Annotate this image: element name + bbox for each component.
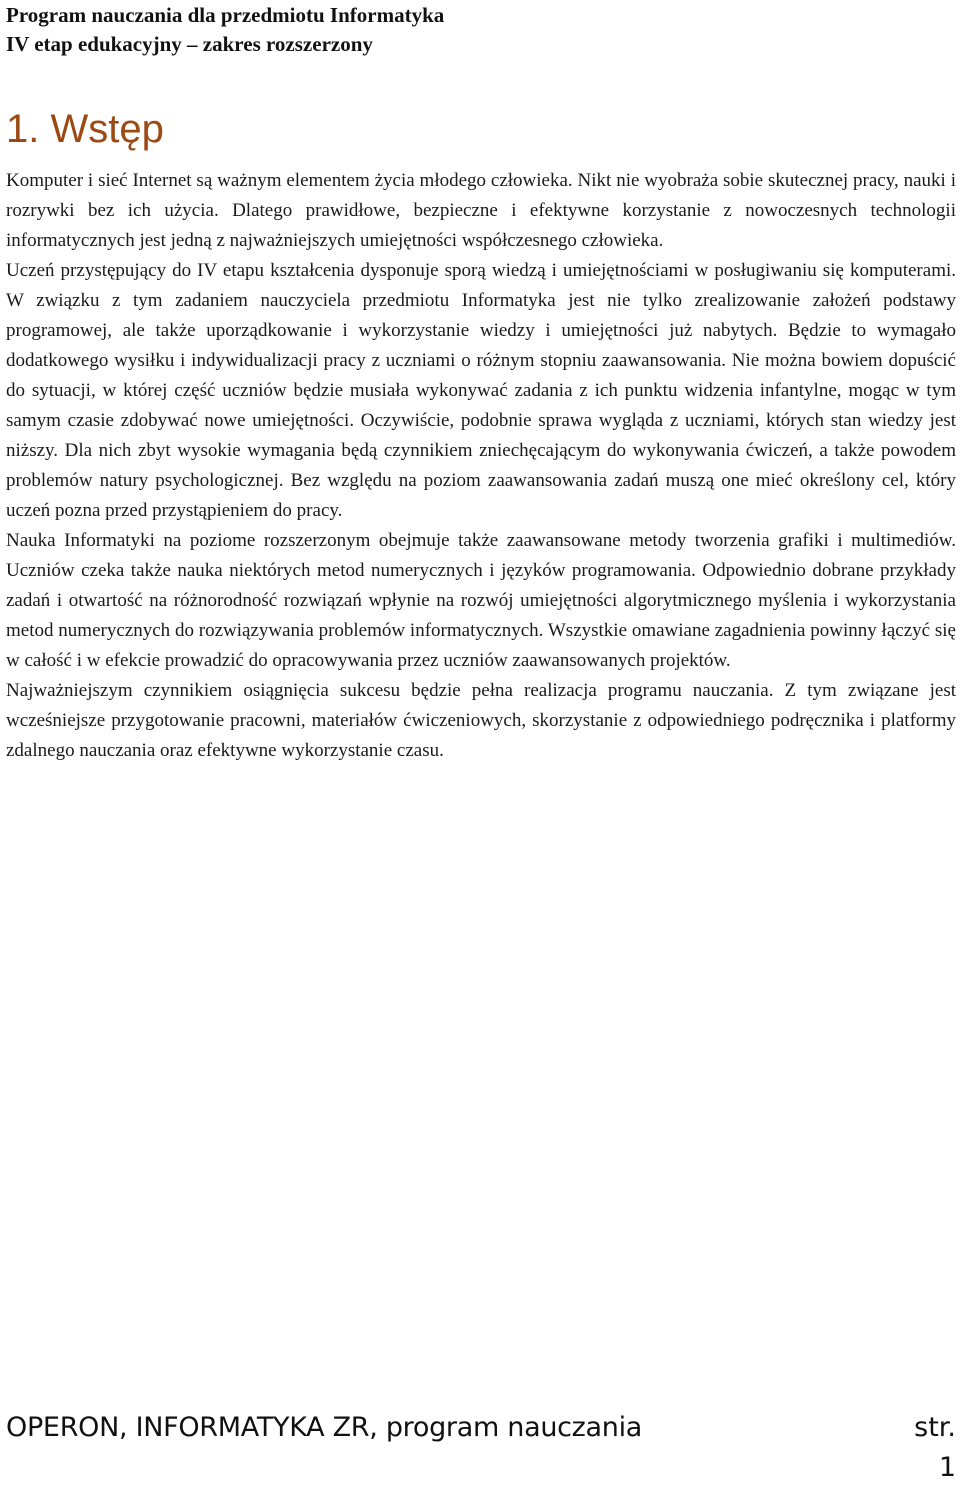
header-subtitle-line: IV etap edukacyjny – zakres rozszerzony bbox=[6, 32, 373, 56]
page-number: 1 bbox=[938, 1452, 956, 1483]
header-title-line: Program nauczania dla przedmiotu Informatyka bbox=[6, 3, 445, 27]
document-header bbox=[6, 1, 444, 59]
paragraph: Komputer i sieć Internet są ważnym elementem życia młodego człowieka. Nikt nie wyobraża sobie skutecznej pracy, nauki i rozrywki bez ich użycia. Dlatego prawidłowe, bezpieczne i efektywne korzystanie z nowoczesnych technologii informatycznych jest jedną z najważniejszych umiejętności współczesnego człowieka. bbox=[6, 170, 956, 251]
paragraph: Nauka Informatyki na poziome rozszerzonym obejmuje także zaawansowane metody tworzenia grafiki i multimediów. Uczniów czeka także nauka niektórych metod numerycznych i języków programowania. Odpowiednio dobrane przykłady zadań i otwartość na różnorodność rozwiązań wpłynie na rozwój umiejętności algorytmicznego myślenia i wykorzystania metod numerycznych do rozwiązywania problemów informatycznych. Wszystkie omawiane zagadnienia powinny łączyć się w całość i w efekcie prowadzić do opracowywania przez uczniów zaawansowanych projektów. bbox=[6, 530, 956, 671]
paragraph: Najważniejszym czynnikiem osiągnięcia sukcesu będzie pełna realizacja programu nauczania. Z tym związane jest wcześniejsze przygotowanie pracowni, materiałów ćwiczeniowych, skorzystanie z odpowiedniego podręcznika i platformy zdalnego nauczania oraz efektywne wykorzystanie czasu. bbox=[6, 680, 956, 761]
section-title: 1. Wstęp bbox=[6, 107, 164, 151]
page-number-block bbox=[914, 1408, 956, 1488]
paragraph: Uczeń przystępujący do IV etapu kształcenia dysponuje sporą wiedzą i umiejętnościami w posługiwaniu się komputerami. W związku z tym zadaniem nauczyciela przedmiotu Informatyka jest nie tylko zrealizowanie założeń podstawy programowej, ale także uporządkowanie i wykorzystanie wiedzy i umiejętności już nabytych. Będzie to wymagało dodatkowego wysiłku i indywidualizacji pracy z uczniami o różnym stopniu zaawansowania. Nie można bowiem dopuścić do sytuacji, w której część uczniów będzie musiała wykonywać zadania z ich punktu widzenia infantylne, mogąc w tym samym czasie zdobywać nowe umiejętności. Oczywiście, podobnie sprawa wygląda z uczniami, których stan wiedzy jest niższy. Dla nich zbyt wysokie wymagania będą czynnikiem zniechęcającym do wykonywania ćwiczeń, a także powodem problemów natury psychologicznej. Bez względu na poziom zaawansowania zadań muszą one mieć określony cel, który uczeń pozna przed przystąpieniem do pracy. bbox=[6, 260, 956, 521]
footer-caption: OPERON, INFORMATYKA ZR, program nauczania bbox=[6, 1412, 643, 1443]
body-text bbox=[6, 166, 956, 766]
page-label: str. bbox=[914, 1412, 956, 1443]
